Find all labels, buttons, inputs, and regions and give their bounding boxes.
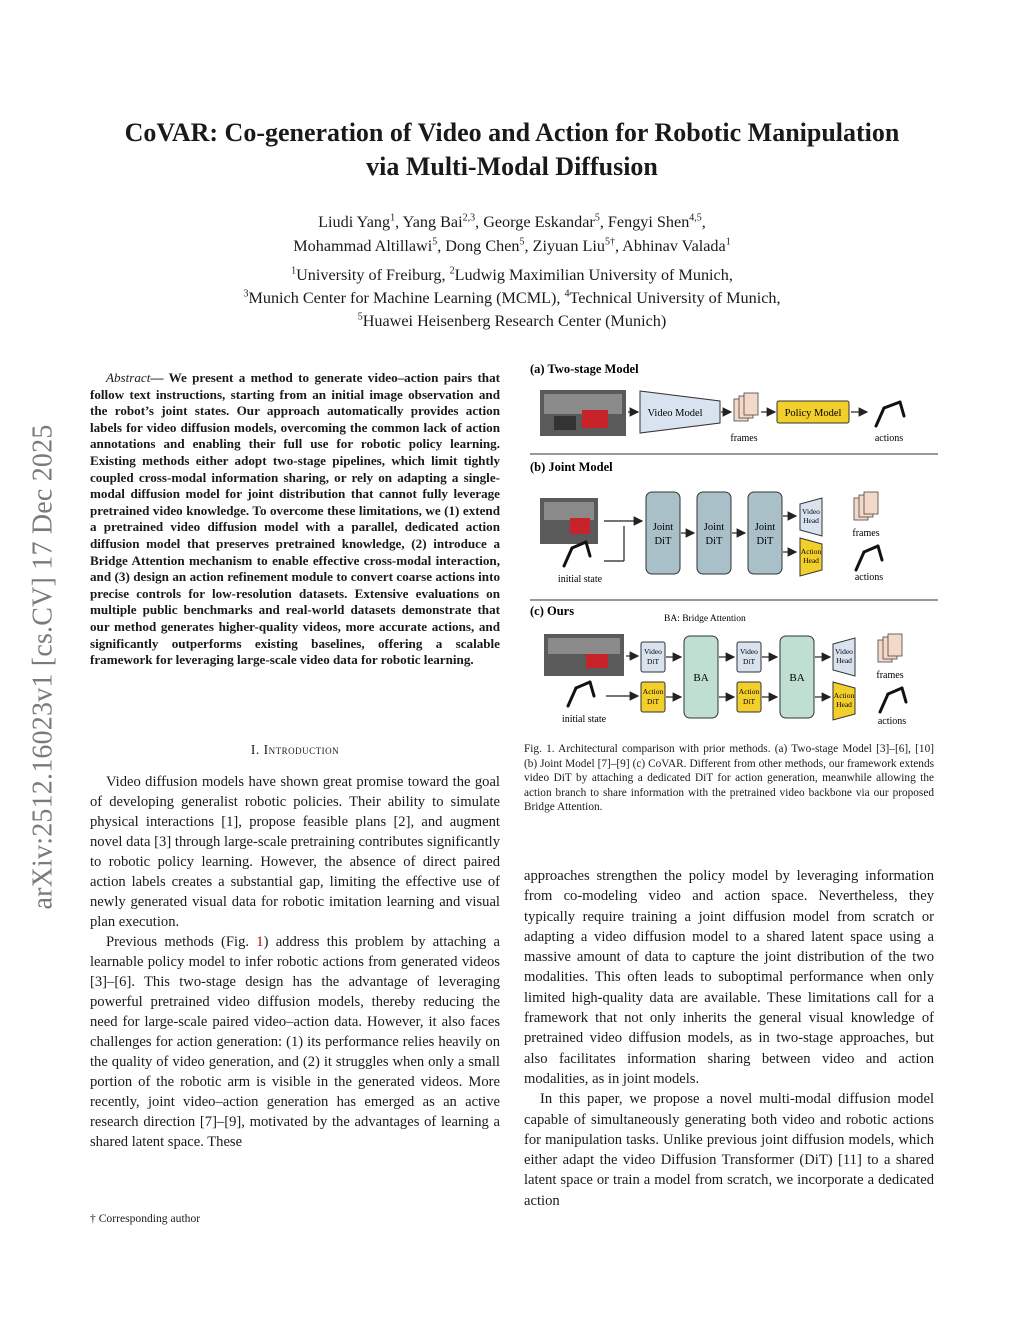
video-model-label: Video Model xyxy=(647,408,703,419)
actions-label-b: actions xyxy=(854,572,884,583)
video-dit-label: DiT xyxy=(646,657,660,666)
action-head-block-b xyxy=(800,538,822,576)
author-sep: , xyxy=(437,237,446,255)
action-head-block-c xyxy=(833,682,855,720)
affil-line-1 xyxy=(90,264,934,287)
author-sup: 5 xyxy=(432,236,438,248)
joint-dit-label: DiT xyxy=(756,536,774,547)
joint-dit-label: DiT xyxy=(705,536,723,547)
robot-arm-icon-a xyxy=(876,402,904,426)
video-head-label: Video xyxy=(802,507,820,516)
paper-title xyxy=(90,116,934,184)
affil-name: University of Freiburg, xyxy=(296,266,450,284)
frames-icon-c xyxy=(878,634,902,662)
author-sup: 4,5 xyxy=(689,212,702,224)
action-head-label: Head xyxy=(836,700,852,709)
ba-label: BA xyxy=(693,672,709,684)
robot-arm-icon-c-right xyxy=(880,688,906,712)
robot-arm-icon-b-left xyxy=(564,542,590,566)
intro-paragraph-2 xyxy=(90,932,500,1152)
robot-arm-icon-b-right xyxy=(856,546,882,570)
ba-label: BA xyxy=(789,672,805,684)
arxiv-id-text: arXiv:2512.16023v1 [cs.CV] 17 Dec 2025 xyxy=(28,424,60,910)
affil-name: Ludwig Maximilian University of Munich, xyxy=(454,266,733,284)
video-dit-block-2 xyxy=(737,642,761,672)
video-head-label: Head xyxy=(803,516,819,525)
action-dit-label: DiT xyxy=(646,697,660,706)
title-line-1: CoVAR: Co-generation of Video and Action for Robotic Manipulation xyxy=(124,118,900,147)
joint-dit-label: Joint xyxy=(652,522,674,533)
author-name: Mohammad Altillawi xyxy=(293,237,433,255)
author-name: Abhinav Valada xyxy=(622,237,726,255)
author-name: Fengyi Shen xyxy=(607,213,690,231)
affil-sup: 1 xyxy=(291,265,297,277)
architecture-diagram xyxy=(524,356,944,734)
author-sep: , xyxy=(701,213,706,231)
figure-caption: Fig. 1. Architectural comparison with prior methods. (a) Two-stage Model [3]–[6], [10] (b) Joint Model [7]–[9] (c) CoVAR. Different from other methods, our framework extends video DiT by attaching a dedicated DiT for action generation, meanwhile allowing the action branch to share information with the pretrained video backbone via our proposed Bridge Attention. xyxy=(524,743,934,814)
joint-dit-block-3 xyxy=(748,492,782,574)
initial-state-label-c: initial state xyxy=(561,714,607,725)
action-dit-label: Action xyxy=(738,687,760,696)
robot-scene-image-a xyxy=(540,390,626,436)
author-name: George Eskandar xyxy=(483,213,595,231)
frames-label-c: frames xyxy=(876,670,904,681)
author-sep: , xyxy=(475,213,484,231)
author-sep: , xyxy=(524,237,533,255)
actions-label-c: actions xyxy=(877,716,907,727)
video-dit-label: Video xyxy=(740,647,758,656)
actions-label-a: actions xyxy=(874,433,904,444)
video-dit-label: Video xyxy=(644,647,662,656)
affil-name: Technical University of Munich, xyxy=(569,289,781,307)
author-sup: 5 xyxy=(519,236,525,248)
action-dit-label: Action xyxy=(642,687,664,696)
panel-c-label: (c) Ours xyxy=(530,604,575,618)
video-dit-block-1 xyxy=(641,642,665,672)
affil-sup: 2 xyxy=(449,265,455,277)
author-sup: 1 xyxy=(390,212,396,224)
affil-sup: 5 xyxy=(357,311,363,323)
affil-line-2 xyxy=(90,287,934,310)
right-paragraph-1: approaches strengthen the policy model by leveraging information from co-modeling video and action space. Nevertheless, they typically require training a joint diffusion model from scratch or adapting a video diffusion model to a shared latent space using a massive amount of data to capture the joint distribution of the two modalities. This often leads to suboptimal performance when only limited high-quality data are available. These limitations call for a framework that not only inherits the general visual knowledge of pretrained video diffusion models, as in two-stage approaches, but also facilitates information sharing between video and action modalities, as in joint models. xyxy=(524,868,934,1087)
joint-dit-label: Joint xyxy=(754,522,776,533)
video-dit-label: DiT xyxy=(742,657,756,666)
author-name: Liudi Yang xyxy=(318,213,391,231)
affil-name: Munich Center for Machine Learning (MCML), xyxy=(248,289,565,307)
right-column-body xyxy=(524,866,934,1211)
video-head-label: Video xyxy=(835,647,853,656)
author-sep: , xyxy=(395,213,403,231)
footnote: † Corresponding author xyxy=(90,1212,201,1225)
video-head-block-b xyxy=(800,498,822,536)
robot-scene-image-b xyxy=(540,498,598,544)
affiliations xyxy=(90,264,934,333)
action-dit-block-1 xyxy=(641,682,665,712)
abstract-label: Abstract xyxy=(106,370,151,385)
section-title: Introduction xyxy=(263,742,340,757)
intro-p2-post: ) address this problem by attaching a learnable policy model to infer robotic actions from generated videos [3]–[6]. This two-stage design has the advantage of leveraging powerful pretrained video diffusion models, thereby reducing the need for large-scale paired video–action data. However, it also faces challenges for action generation: (1) its performance relies heavily on the quality of video generation, and (2) it struggles when only a small portion of the robotic arm is visible in the generated videos. More recently, joint video–action generation has emerged as an active research direction [7]–[9], motivated by the advantages of learning a shared latent space. These xyxy=(90,934,501,1150)
video-head-block-c xyxy=(833,638,855,676)
action-head-label: Action xyxy=(833,691,855,700)
figure-1 xyxy=(524,356,944,734)
affil-name: Huawei Heisenberg Research Center (Munich) xyxy=(362,312,667,330)
frames-icon-b xyxy=(854,492,878,520)
frames-icon-a xyxy=(734,393,758,421)
action-dit-block-2 xyxy=(737,682,761,712)
intro-p2-pre: Previous methods (Fig. xyxy=(106,934,257,950)
initial-state-label-b: initial state xyxy=(557,574,603,585)
joint-dit-label: DiT xyxy=(654,536,672,547)
title-line-2: via Multi-Modal Diffusion xyxy=(366,152,658,181)
author-sup: 5 xyxy=(594,212,600,224)
figure-reference-link[interactable]: 1 xyxy=(256,934,264,950)
joint-dit-block-2 xyxy=(697,492,731,574)
affil-sup: 4 xyxy=(564,288,570,300)
abstract xyxy=(90,370,500,669)
intro-paragraph-1: Video diffusion models have shown great promise toward the goal of developing generalist robotic policies. Their ability to simulate physical interactions [1], propose feasible plans [2], and augment novel data [3] through large-scale pretraining contributes significantly to robotic policy learning. However, the absence of direct paired action labels creates a substantial gap, limiting the effective use of newly generated visual data for robotic imitation learning and visual plan execution. xyxy=(90,774,500,930)
author-sup: 1 xyxy=(725,236,731,248)
frames-label-b: frames xyxy=(852,528,880,539)
frames-label-a: frames xyxy=(730,433,758,444)
author-sep: , xyxy=(599,213,608,231)
affil-sup: 3 xyxy=(243,288,249,300)
action-head-label: Head xyxy=(803,556,819,565)
right-paragraph-2: In this paper, we propose a novel multi-modal diffusion model capable of simultaneously generating both video and robotic actions for manipulation tasks. Unlike previous joint diffusion models, which either adapt the video Diffusion Transformer (DiT) [11] to a shared latent space or train a model from scratch, we incorporate a dedicated action xyxy=(524,1091,934,1209)
author-line-1 xyxy=(90,210,934,234)
affil-line-3 xyxy=(90,310,934,333)
action-head-label: Action xyxy=(800,547,822,556)
panel-b-label: (b) Joint Model xyxy=(530,460,613,474)
video-head-label: Head xyxy=(836,656,852,665)
bridge-attention-block-1 xyxy=(684,636,718,718)
robot-scene-image-c xyxy=(544,634,624,676)
section-number: I. xyxy=(250,742,260,757)
joint-dit-block-1 xyxy=(646,492,680,574)
section-heading xyxy=(90,742,500,758)
abstract-text: — We present a method to generate video–action pairs that follow text instructions, starting from an initial image observation and the robot’s joint states. Our approach automatically provides action labels for video diffusion models, overcoming the common lack of action annotations and enabling their full use for robotic policy learning. Existing methods either adopt two-stage pipelines, which limit tightly coupled cross-modal information sharing, or rely on adapting a single-modal diffusion model for joint distribution that cannot fully leverage pretrained video knowledge. To overcome these limitations, we (1) extend a pretrained video diffusion model with a parallel, dedicated action diffusion model that preserves pretrained knowledge, (2) introduce a Bridge Attention mechanism to enable effective cross-modal interaction, and (3) design an action refinement module to convert coarse actions into precise controls for low-resolution datasets. Extensive evaluations on multiple public benchmarks and real-world datasets demonstrate that our method generates higher-quality videos, more accurate actions, and significantly outperforms existing baselines, offering a scalable framework for leveraging large-scale video data for robotic learning. xyxy=(90,370,500,668)
author-sup: 5† xyxy=(604,236,615,248)
author-list xyxy=(90,210,934,258)
robot-arm-icon-c-left xyxy=(568,682,594,706)
author-sep: , xyxy=(614,237,623,255)
panel-a-label: (a) Two-stage Model xyxy=(530,362,639,376)
ba-note: BA: Bridge Attention xyxy=(664,614,746,624)
policy-model-label: Policy Model xyxy=(784,408,842,419)
action-dit-label: DiT xyxy=(742,697,756,706)
author-line-2 xyxy=(90,234,934,258)
author-name: Dong Chen xyxy=(445,237,520,255)
joint-dit-label: Joint xyxy=(703,522,725,533)
author-sup: 2,3 xyxy=(462,212,476,224)
arxiv-identifier xyxy=(22,372,66,962)
author-name: Yang Bai xyxy=(402,213,463,231)
author-name: Ziyuan Liu xyxy=(532,237,605,255)
introduction-body xyxy=(90,772,500,1152)
bridge-attention-block-2 xyxy=(780,636,814,718)
